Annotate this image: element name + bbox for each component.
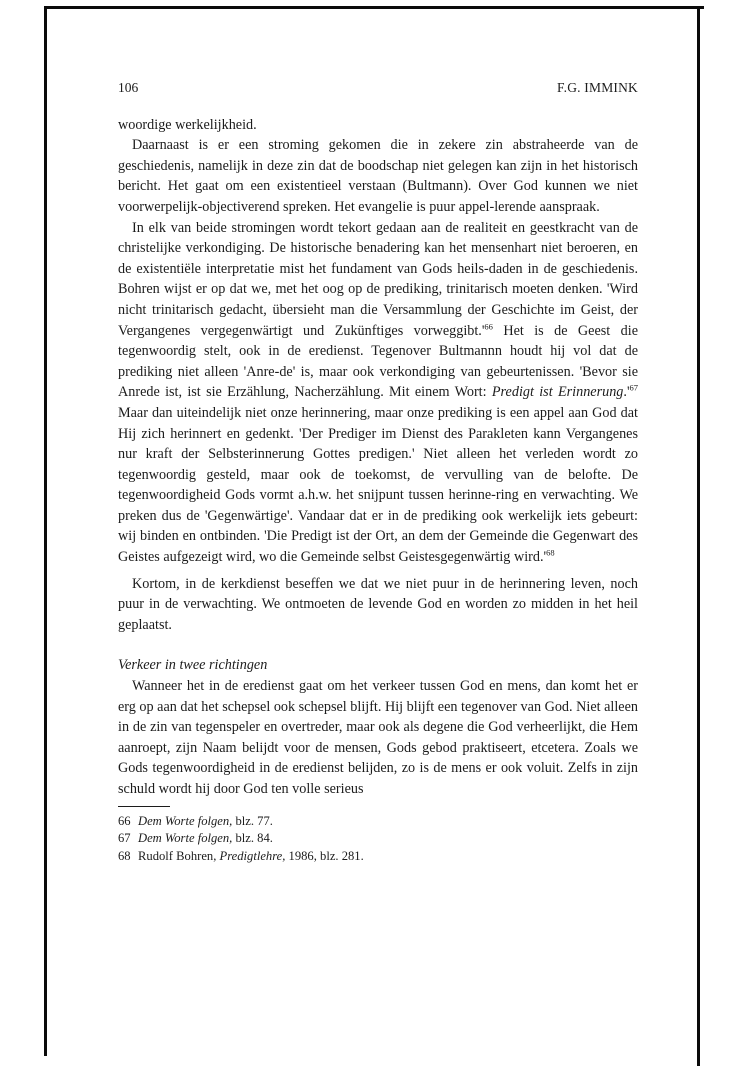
footnote-68 [118,848,638,866]
footnote-title: Predigtlehre, [219,848,286,863]
footnote-number: 68 [118,848,131,863]
footnotes [118,813,638,866]
footnote-prefix: Rudolf Bohren, [138,848,220,863]
paragraph-3-part-b: Het is de Geest die tegenwoordig stelt, ook in de eredienst. Tegenover Bultmannn houdt hij vol dat de prediking niet alleen 'Anre-de' is, maar ook verkondiging van gebeurtenissen. 'Bevor sie Anrede ist, ist sie Erzählung, Nacherzählung. Mit einem Wort: [118,322,638,401]
footnote-ref-66: 66 [484,320,493,331]
paragraph-3-part-c: .' [623,384,630,401]
paragraph-3-part-d: Maar dan uiteindelijk niet onze herinnering, maar onze prediking is een appel aan God dat Hij zich herinnert en gedenkt. 'Der Prediger im Dienst des Parakleten kann Vergangenes nur kraft der Selbsterinnerung Gottes predigen.' Niet alleen het verleden wordt zo tegenwoordig gesteld, maar ook de toekomst, de vervulling van de belofte. De tegenwoordigheid Gods vormt a.h.w. het snijpunt tussen herinne-ring en verwachting. We preken dus de 'Gegenwärtige'. Vandaar dat er in de prediking ook werkelijk iets gebeurt: wij binden en ontbinden. 'Die Predigt ist der Ort, an dem der Gemeinde die Gegenwart des Geistes aufgezeigt wird, wo die Gemeinde selbst Geistesgegenwärtig wird.' [118,404,638,566]
paragraph-2: Daarnaast is er een stroming gekomen die in zekere zin abstraheerde van de geschiedenis, namelijk in deze zin dat de boodschap niet gelegen kan zijn in het historisch bericht. Het gaat om een existentieel verstaan (Bultmann). Over God kunnen we niet voorwerpelijk-objectiverend spreken. Het evangelie is puur appel-lerende aanspraak. [118,137,638,215]
paragraph-3-emphasis: Predigt ist Erinnerung [491,384,624,401]
page-header [118,78,638,99]
scan-border-top [44,6,704,9]
footnote-number: 67 [118,831,131,846]
paragraph-4: Kortom, in de kerkdienst beseffen we dat we niet puur in de herinnering leven, noch puur in de verwachting. We ontmoeten de levende God en worden zo midden in het heil geplaatst. [118,575,638,633]
footnote-rest: blz. 84. [232,831,273,846]
section-title: Verkeer in twee richtingen [118,657,268,674]
footnote-rest: blz. 77. [232,813,273,828]
paragraph-5: Wanneer het in de eredienst gaat om het verkeer tussen God en mens, dan komt het er erg op aan dat het schepsel ook schepsel blijft. Hij blijft een tegenover van God. Niet alleen in de zin van tegenspeler en overtreder, maar ook als degene die God verheerlijkt, die Hem aanroept, zijn Naam belijdt voor de mensen, Gods gebod praktiseert, etcetera. Zoals we Gods tegenwoordigheid in de eredienst belijden, zo is de mens er ook voluit. Zelfs in zijn schuld wordt hij door God ten volle serieus [118,678,638,797]
running-head: F.G. IMMINK [557,80,638,95]
footnote-rest: 1986, blz. 281. [285,848,364,863]
footnote-number: 66 [118,813,131,828]
footnote-ref-67: 67 [629,382,638,393]
footnote-divider [118,806,170,807]
book-page [118,78,638,865]
footnote-title: Dem Worte folgen, [138,831,233,846]
scan-border-left [44,6,47,1056]
page-number: 106 [118,80,139,95]
footnote-title: Dem Worte folgen, [138,813,233,828]
footnote-67 [118,830,638,848]
scan-border-right [697,6,700,1066]
paragraph-3-part-a: In elk van beide stromingen wordt tekort gedaan aan de realiteit en geestkracht van de christelijke verkondiging. De historische benadering kan het mensenhart niet beroeren, en de existentiële interpretatie mist het fundament van Gods heils-daden in de geschiedenis. Bohren wijst er op dat we, met het oog op de prediking, trinitarisch moeten denken. 'Wird nicht trinitarisch gedacht, übersieht man die Versammlung der Geschichte im Geist, der Vergangenes vergegenwärtigt und Zukünftiges vorweggibt.' [118,219,638,339]
footnote-66 [118,813,638,831]
paragraph-1: woordige werkelijkheid. [118,116,257,133]
footnote-ref-68: 68 [546,547,555,558]
paragraph-3 [118,218,638,568]
